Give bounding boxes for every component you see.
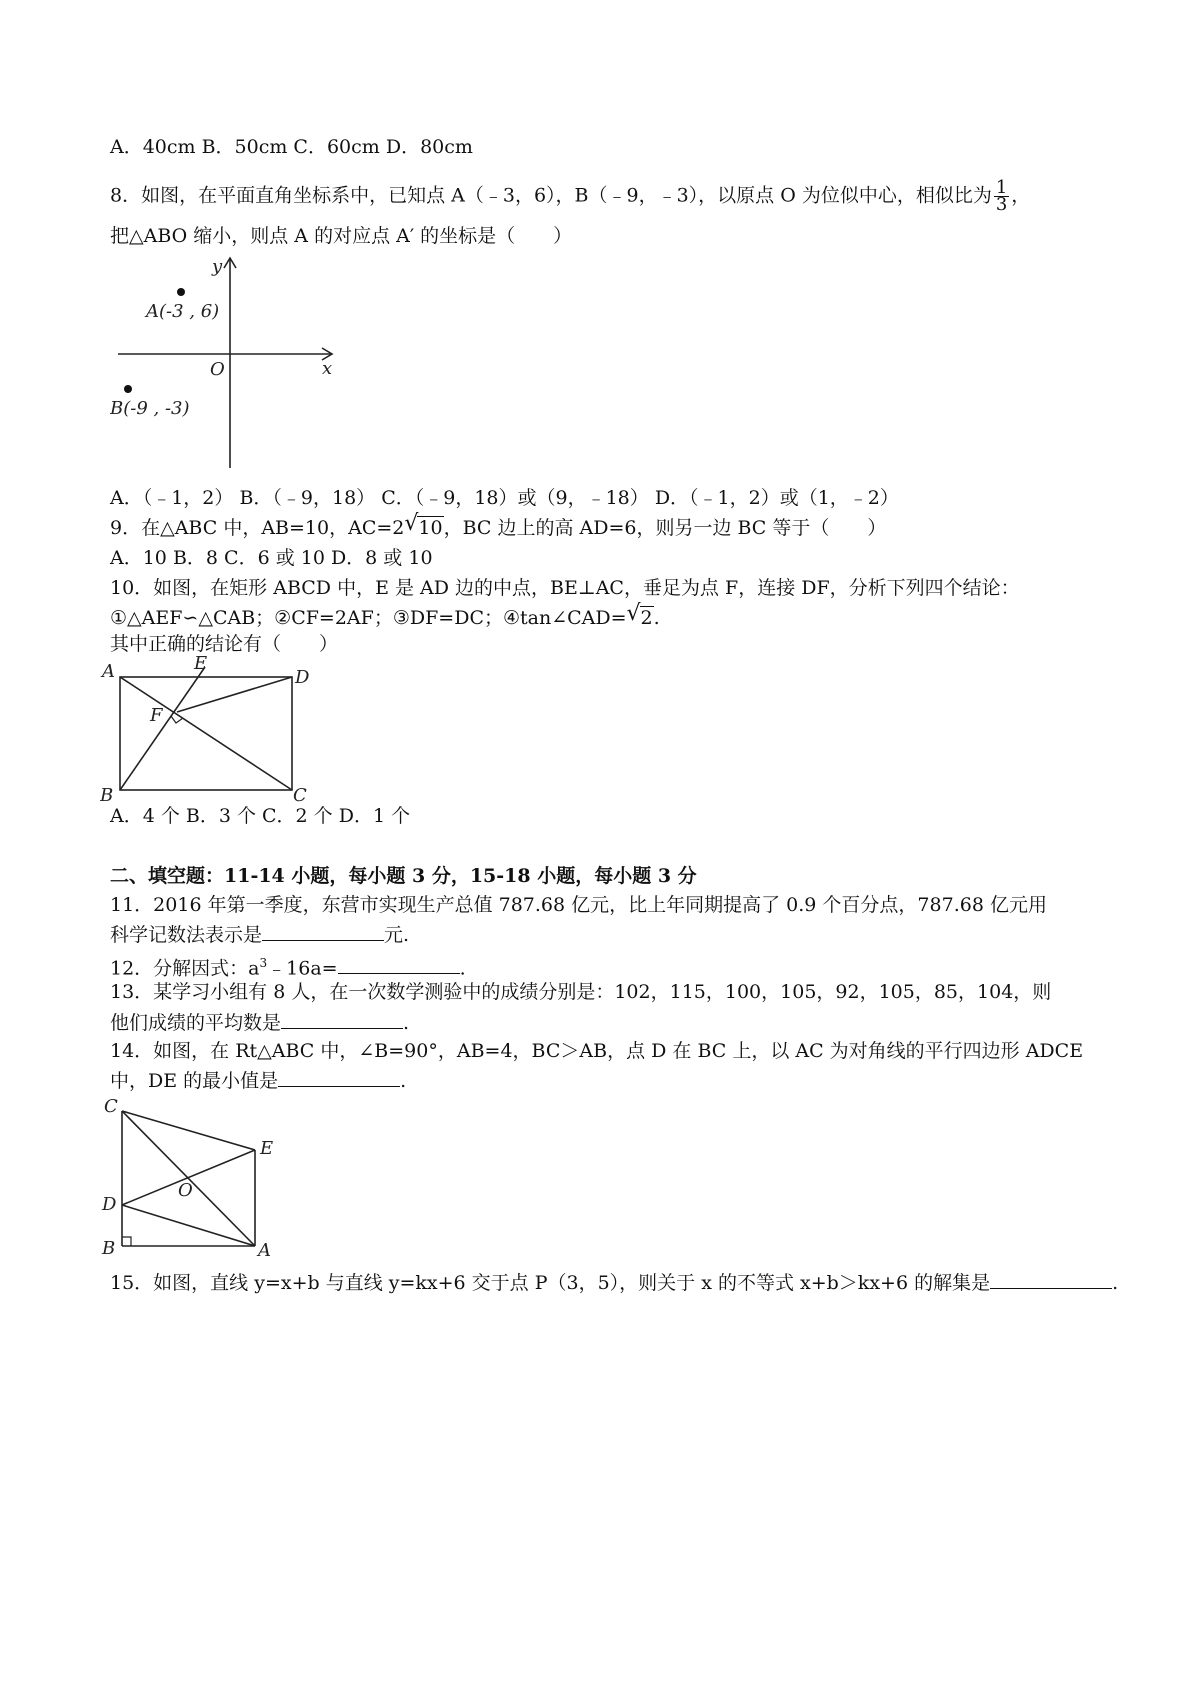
point-a-label: A(-3 , 6) xyxy=(146,301,220,322)
q8-stem-text: 8．如图，在平面直角坐标系中，已知点 A（﹣3，6），B（﹣9，﹣3），以原点 O 为位似中心，相似比为 xyxy=(110,184,992,207)
origin-label: O xyxy=(210,359,225,380)
diagonal-ac xyxy=(120,677,292,790)
q10-stem-line2 xyxy=(110,601,660,630)
label-b: B xyxy=(102,1238,116,1259)
q12-stem xyxy=(110,951,466,980)
label-a: A xyxy=(102,661,115,682)
label-e: E xyxy=(260,1138,274,1159)
sqrt-2: √ 2 xyxy=(626,601,653,629)
ratio-denominator: 3 xyxy=(995,194,1008,215)
q11-stem-text: 科学记数法表示是 xyxy=(110,924,263,946)
q11-stem-line2 xyxy=(110,922,409,947)
point-b xyxy=(124,385,132,393)
q15-answer-blank[interactable] xyxy=(990,1270,1112,1289)
section-heading: 二、填空题：11-14 小题，每小题 3 分，15-18 小题，每小题 3 分 xyxy=(110,865,697,887)
q15-stem xyxy=(110,1270,1118,1295)
q10-rectangle-figure xyxy=(100,655,330,805)
q14-stem-text: 中，DE 的最小值是 xyxy=(110,1070,279,1092)
point-a xyxy=(177,288,185,296)
q13-stem-line1: 13．某学习小组有 8 人，在一次数学测验中的成绩分别是：102，115，100，105，92，105，85，104，则 xyxy=(110,981,1052,1003)
q12-stem-rest: ﹣16a= xyxy=(267,957,338,980)
ratio-numerator: 1 xyxy=(995,177,1008,198)
q14-answer-blank[interactable] xyxy=(278,1068,400,1087)
q10-stem-line3: 其中正确的结论有（ ） xyxy=(110,633,339,655)
ratio-fraction xyxy=(994,177,1009,215)
q11-stem-line1: 11．2016 年第一季度，东营市实现生产总值 787.68 亿元，比上年同期提高了 0.9 个百分点，787.68 亿元用 xyxy=(110,894,1047,916)
y-axis-label: y xyxy=(212,256,223,277)
q13-stem-text: 他们成绩的平均数是 xyxy=(110,1012,282,1034)
q10-options: A．4 个 B．3 个 C．2 个 D．1 个 xyxy=(110,805,411,827)
q8-options: A．（﹣1，2） B．（﹣9，18） C．（﹣9，18）或（9，﹣18） D．（﹣1，2）或（1，﹣2） xyxy=(110,487,899,509)
q9-stem-rest: ，BC 边上的高 AD=6，则另一边 BC 等于（ ） xyxy=(443,517,887,539)
label-d: D xyxy=(295,667,310,688)
label-b: B xyxy=(100,785,114,805)
q8-stem-line1 xyxy=(110,177,1031,215)
sqrt-2-radicand: 2 xyxy=(640,607,653,629)
q12-stem-end: . xyxy=(459,957,466,980)
q15-stem-text: 15．如图，直线 y=x+b 与直线 y=kx+6 交于点 P（3，5），则关于 x 的不等式 x+b＞kx+6 的解集是 xyxy=(110,1272,991,1294)
label-c: C xyxy=(104,1096,118,1117)
q13-stem-line2 xyxy=(110,1010,409,1035)
q10-conclusions: ①△AEF∽△CAB；②CF=2AF；③DF=DC；④tan∠CAD= xyxy=(110,607,627,629)
label-e: E xyxy=(194,655,208,674)
q15-stem-end: . xyxy=(1112,1272,1119,1294)
label-a: A xyxy=(258,1240,271,1261)
point-b-label: B(-9 , -3) xyxy=(110,398,190,419)
q7-options: A．40cm B．50cm C．60cm D．80cm xyxy=(110,136,473,158)
label-o: O xyxy=(178,1180,193,1201)
q10-stem-punct: . xyxy=(653,607,660,629)
sqrt-10: √ 10 xyxy=(404,511,443,539)
right-angle-mark xyxy=(122,1237,131,1246)
q12-answer-blank[interactable] xyxy=(338,955,460,974)
q9-stem xyxy=(110,511,887,540)
q8-stem-punct: ， xyxy=(1011,184,1031,207)
q13-answer-blank[interactable] xyxy=(281,1010,403,1029)
q14-stem-line2 xyxy=(110,1068,406,1093)
label-f: F xyxy=(150,705,163,726)
q14-stem-line1: 14．如图，在 Rt△ABC 中，∠B=90°，AB=4，BC＞AB，点 D 在 BC 上，以 AC 为对角线的平行四边形 ADCE xyxy=(110,1040,1084,1062)
q14-parallelogram-figure xyxy=(100,1096,300,1266)
q9-options: A．10 B．8 C．6 或 10 D．8 或 10 xyxy=(110,547,433,569)
q12-exponent: 3 xyxy=(259,956,268,970)
q9-stem-text: 9．在△ABC 中，AB=10，AC=2 xyxy=(110,517,405,539)
label-c: C xyxy=(293,785,307,805)
label-d: D xyxy=(102,1194,117,1215)
q14-stem-end: . xyxy=(400,1070,407,1092)
q8-coordinate-figure xyxy=(110,252,350,474)
q11-stem-end: 元. xyxy=(384,924,410,946)
q11-answer-blank[interactable] xyxy=(262,922,384,941)
q13-stem-end: . xyxy=(403,1012,410,1034)
q12-stem-text: 12．分解因式：a xyxy=(110,957,260,980)
q8-stem-line2: 把△ABO 缩小，则点 A 的对应点 A′ 的坐标是（ ） xyxy=(110,225,573,247)
x-axis-label: x xyxy=(322,358,333,379)
q10-stem-line1: 10．如图，在矩形 ABCD 中，E 是 AD 边的中点，BE⊥AC，垂足为点 F，连接 DF，分析下列四个结论： xyxy=(110,577,1020,599)
sqrt-10-radicand: 10 xyxy=(418,517,443,539)
